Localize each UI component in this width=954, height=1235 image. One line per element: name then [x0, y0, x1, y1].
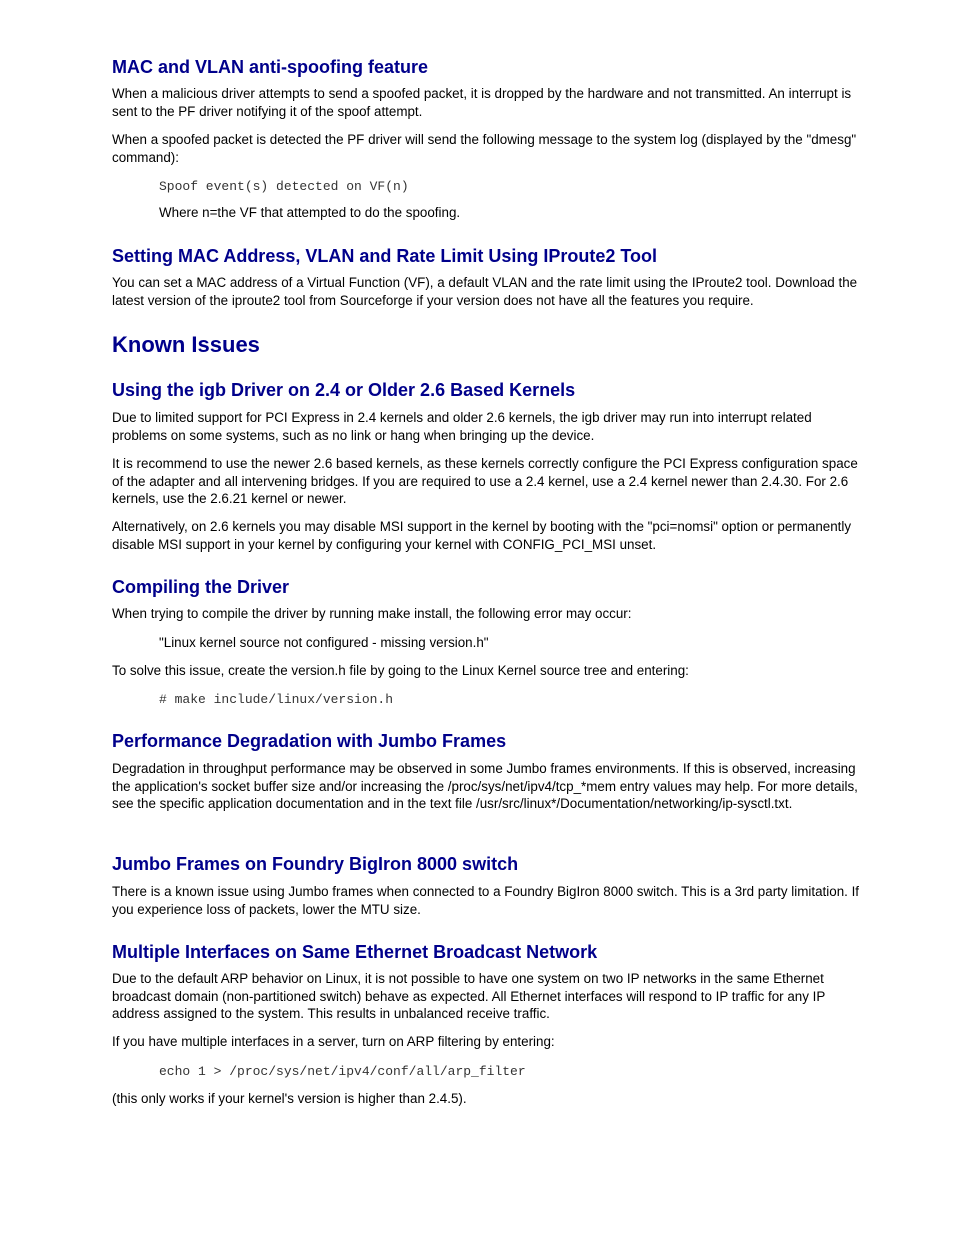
- paragraph-compile-error: When trying to compile the driver by running make install, the following error may occur:: [112, 606, 632, 621]
- code-make-version: # make include/linux/version.h: [159, 692, 394, 707]
- paragraph-old-kernels-1: Due to limited support for PCI Express in 2.4 kernels and older 2.6 kernels, the igb driver may run into interrupt related problems on some systems, such as no link or hang when bringing up the device.: [112, 410, 812, 443]
- paragraph-old-kernels-3: Alternatively, on 2.6 kernels you may disable MSI support in the kernel by booting with the "pci=nomsi" option or permanently disable MSI support in your kernel by configuring your kernel with CONFIG_PCI_MSI unset.: [112, 519, 852, 552]
- paragraph-foundry-bigiron: There is a known issue using Jumbo frames when connected to a Foundry BigIron 8000 switch. This is a 3rd party limitation. If you experience loss of packets, lower the MTU size.: [112, 884, 860, 917]
- heading-known-issues: Known Issues: [112, 332, 260, 357]
- paragraph-compile-fix: To solve this issue, create the version.h file by going to the Linux Kernel source tree and entering:: [112, 663, 689, 678]
- paragraph-iproute2: You can set a MAC address of a Virtual Function (VF), a default VLAN and the rate limit using the IProute2 tool. Download the latest version of the iproute2 tool from Sourceforge if your version does not have all the features you require.: [112, 275, 858, 308]
- paragraph-jumbo-performance: Degradation in throughput performance may be observed in some Jumbo frames environments. If this is observed, increasing the application's socket buffer size and/or increasing the /proc/sys/net/ipv4/tcp_*mem entry values may help. For more details, see the specific application documentation and in the text file /usr/src/linux*/Documentation/networking/ip-sysctl.txt.: [112, 761, 858, 811]
- heading-compiling-driver: Compiling the Driver: [112, 577, 290, 597]
- note-vf-n: Where n=the VF that attempted to do the spoofing.: [159, 205, 461, 220]
- heading-iproute2-tool: Setting MAC Address, VLAN and Rate Limit Using IProute2 Tool: [112, 246, 658, 266]
- heading-multiple-interfaces: Multiple Interfaces on Same Ethernet Broadcast Network: [112, 942, 598, 962]
- heading-jumbo-performance: Performance Degradation with Jumbo Frames: [112, 731, 507, 751]
- heading-mac-vlan-anti-spoofing: MAC and VLAN anti-spoofing feature: [112, 57, 428, 77]
- paragraph-spoof-log: When a spoofed packet is detected the PF driver will send the following message to the system log (displayed by the "dmesg" command):: [112, 132, 857, 165]
- code-spoof-message: Spoof event(s) detected on VF(n): [159, 179, 409, 194]
- paragraph-old-kernels-2: It is recommend to use the newer 2.6 based kernels, as these kernels correctly configure the PCI Express configuration space of the adapter and all intervening bridges. If you are required to use a 2.4 kernel, use a 2.4 kernel newer than 2.4.30. For 2.6 kernels, use the 2.6.21 kernel or newer.: [112, 456, 858, 506]
- heading-foundry-bigiron: Jumbo Frames on Foundry BigIron 8000 switch: [112, 854, 519, 874]
- paragraph-arp-behavior: Due to the default ARP behavior on Linux, it is not possible to have one system on two IP networks in the same Ethernet broadcast domain (non-partitioned switch) behave as expected. All Ethernet interfaces will respond to IP traffic for any IP address assigned to the system. This results in unbalanced receive traffic.: [112, 971, 826, 1021]
- code-arp-filter: echo 1 > /proc/sys/net/ipv4/conf/all/arp_filter: [159, 1064, 526, 1079]
- heading-old-kernels: Using the igb Driver on 2.4 or Older 2.6 Based Kernels: [112, 380, 576, 400]
- error-message: "Linux kernel source not configured - missing version.h": [159, 635, 489, 650]
- note-kernel-version: (this only works if your kernel's version is higher than 2.4.5).: [112, 1091, 467, 1106]
- paragraph-spoof-drop: When a malicious driver attempts to send a spoofed packet, it is dropped by the hardware and not transmitted. An interrupt is sent to the PF driver notifying it of the spoof attempt.: [112, 86, 852, 119]
- paragraph-arp-filtering: If you have multiple interfaces in a server, turn on ARP filtering by entering:: [112, 1034, 555, 1049]
